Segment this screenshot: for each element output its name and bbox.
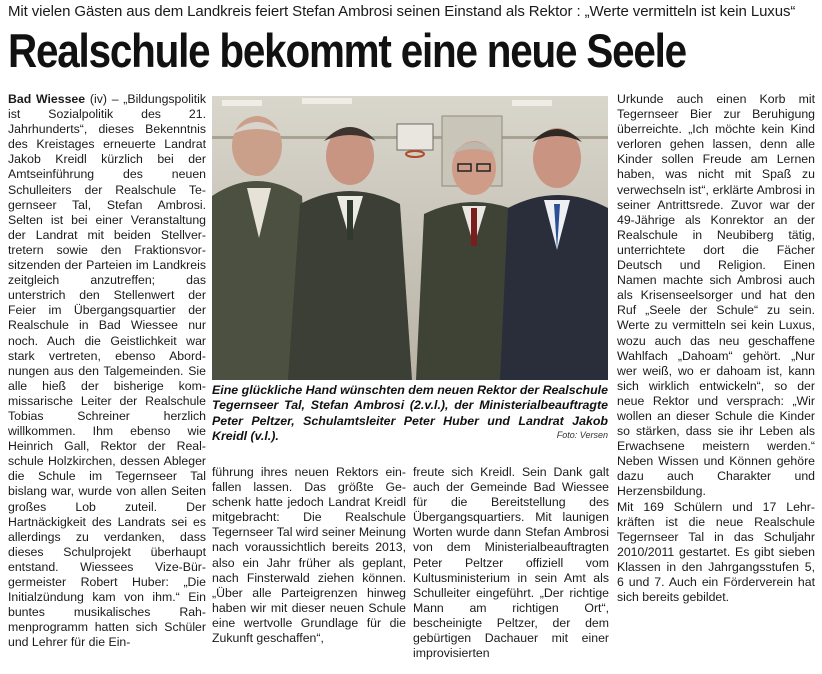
column-2-text: führung ihres neuen Rektors einfallen lassen. Das größte Geschenk hatte jedoch Landrat Kreidl mitgebracht: Die Realschule Tegernseer Tal wird seiner Meinung nach voraussichtlich bereits 2013, also ein Jahr früher als geplant, nach Finsterwald ziehen können. „Über alle Parteigrenzen hinweg haben wir mit dieser neuen Schule eine wertvolle Grundlage für die Zukunft geschaffen“, — [212, 465, 406, 646]
column-3-text: freute sich Kreidl. Sein Dank galt auch der Gemeinde Bad Wiessee für die Bereitstellung des Übergangsquartiers. Mit launigen Worten wurde dann Stefan Ambrosi von dem Ministerialbeauftragten Peter Peltzer offiziell vom Kultusministerium in sein Amt als Schulleiter eingeführt. „Der richtige Mann am richtigen Ort“, bescheinigte Peltzer, der dem gebürtigen Dachauer mit einer improvisierten — [413, 465, 609, 661]
column-4-text: Urkunde auch einen Korb mit Tegernseer Bier zur Beruhigung überreichte. „Ich möchte kein Kind verloren gehen lassen, denn alle Kinder sollen Freude am Lernen haben, was nicht mit Spaß zu verwechseln ist“, erklärte Ambrosi in seiner Antrittsrede. Zuvor war der 49-Jährige als Konrektor an der Realschule in Neubiberg tätig, unterrichtete dort die Fächer Deutsch und Religion. Einen Namen machte sich Ambrosi auch als Krisenseelsorger und hat den Ruf „Seele der Schule“ zu sein. Werte zu vermitteln sei kein Luxus, wozu auch das neu geschaffene Wahlfach „Dahoam“ gehört. „Nur wer weiß, wo er dahoam ist, kann sich wirklich entwickeln“, so der neue Rektor und versprach: „Wir wollen an dieser Schule die Kinder so stärken, dass sie ihr Leben als Erwachsene meistern werden.“ Neben Wissen und Können gehöre dazu auch Charakter und Herzensbildung. — [617, 92, 815, 499]
article-photo — [212, 96, 608, 380]
article-column-4 — [617, 92, 815, 672]
column-4-closing-paragraph: Mit 169 Schülern und 17 Lehrkräften ist die neue Realschule Tegernseer Tal in das Schuljahr 2010/2011 gestartet. Es gibt sieben Klassen in den Jahrgangsstufen 5, 6 und 7. Auch ein Förderverein hat sich bereits gebildet. — [617, 499, 815, 605]
photo-four-men — [212, 96, 608, 380]
column-1-text: (iv) – „Bildungspolitik ist Sozialpolitik des 21. Jahrhunderts“, dieses Bekenntnis des Kreistages erneuerte Landrat Jakob Kreidl kürzlich bei der Amtseinführung des neuen Schulleiters der Realschule Tegernseer Tal, Stefan Ambrosi. Selten ist bei einer Veranstaltung der Landrat mit beiden Stellvertretern sowie den Fraktionsvorsitzenden der Parteien im Landkreis zeitgleich anzutreffen; das unterstrich den Stellenwert der Feier im Übergangsquartier der Realschule in Bad Wiessee nur noch. Auch die Geistlichkeit war stark vertreten, ebenso Abordnungen aus den Talgemeinden. Sie alle hieß der bisherige kommissarische Leiter der Realschule Tobias Schreiner herzlich willkommen. Ihm ebenso wie Heinrich Gall, Rektor der Realschule Holzkirchen, dessen Ableger die Schule im Tegernseer Tal bislang war, wurde von allen Seiten großes Lob zuteil. Der Hartnäckigkeit des Landrats sei es allerdings zu verdanken, dass dieses Schulprojekt überhaupt entstand. Wiessees Vize-Bürgermeister Robert Huber: „Die Initialzündung kam von ihm.“ Ein buntes musikalisches Rahmenprogramm hatten sich Schüler und Lehrer für die Ein- — [8, 92, 206, 650]
dateline: Bad Wiessee — [8, 92, 86, 106]
article-column-3 — [413, 465, 609, 672]
photo-credit: Foto: Versen — [556, 430, 608, 440]
article-column-2 — [212, 465, 406, 672]
kicker-line: Mit vielen Gästen aus dem Landkreis feiert Stefan Ambrosi seinen Einstand als Rektor : „Werte vermitteln ist kein Luxus“ — [8, 3, 796, 20]
photo-caption: Eine glückliche Hand wünschten dem neuen Rektor der Realschule Tegernseer Tal, Stefan Ambrosi (2.v.l.), der Ministerialbeauftragte Peter Peltzer, Schulamtsleiter Peter Huber und Landrat Jakob Kreidl (v.l.). — [212, 383, 608, 444]
headline: Realschule bekommt eine neue Seele — [8, 24, 686, 77]
article-column-1 — [8, 92, 206, 672]
